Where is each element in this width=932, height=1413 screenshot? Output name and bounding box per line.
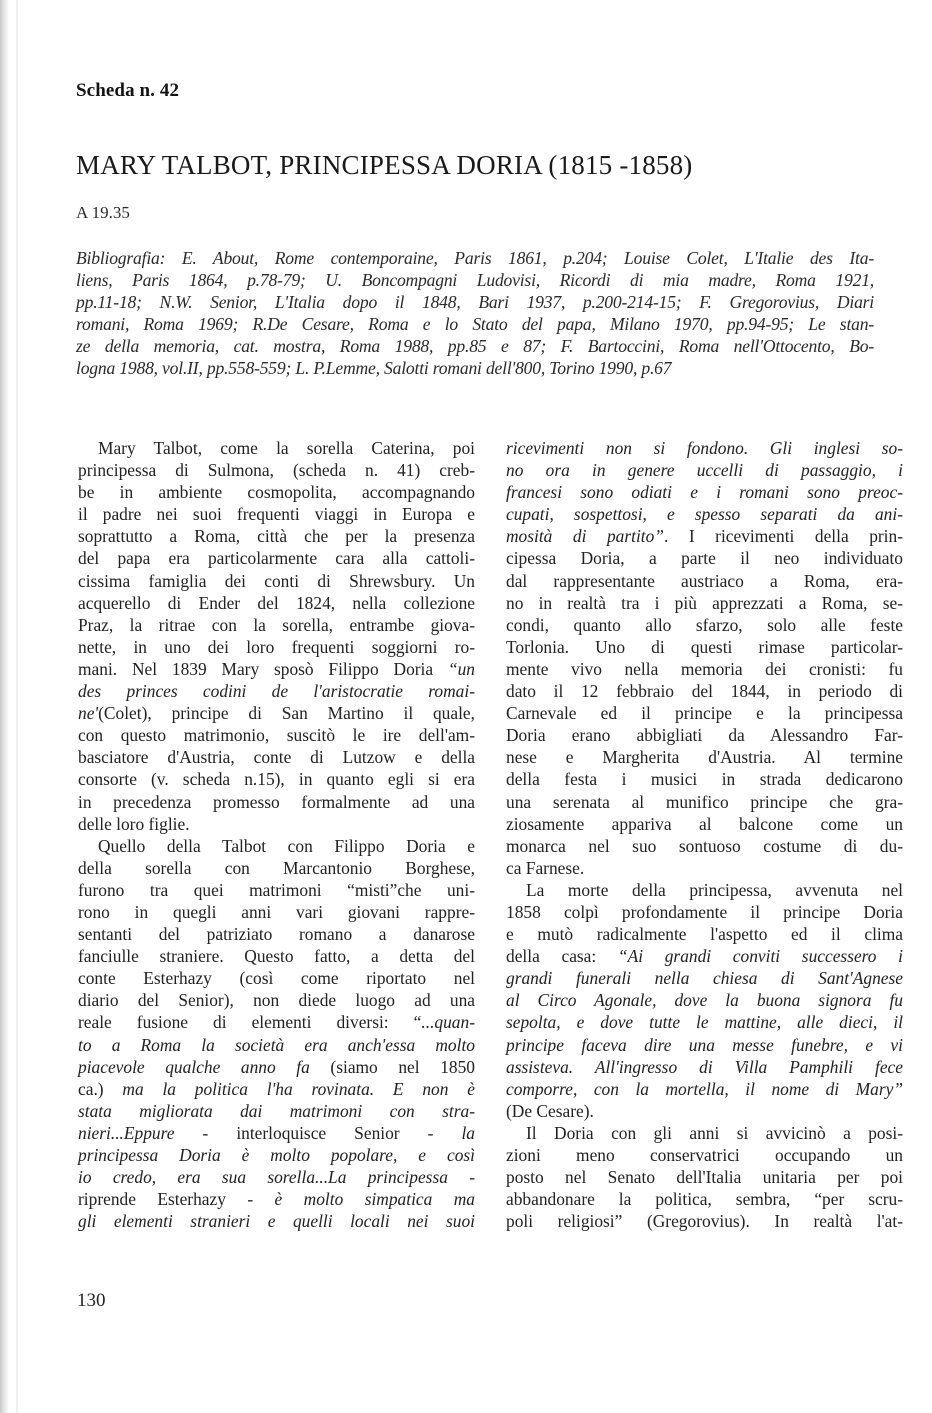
italic-quote-segment: “Ai grandi conviti successero i <box>617 946 903 967</box>
text-line <box>506 1011 903 1033</box>
text-segment: dal rappresentante austriaco a Roma, era- <box>506 570 903 591</box>
catalog-code: A 19.35 <box>76 203 130 222</box>
text-line <box>78 525 475 547</box>
text-line <box>78 857 475 879</box>
text-line <box>78 592 475 614</box>
text-segment: La morte della principessa, avvenuta nel <box>526 879 903 900</box>
text-segment: consorte (v. scheda n.15), in quanto egli si era <box>78 769 475 790</box>
italic-quote-segment: assisteva. All'ingresso di Villa Pamphili fece <box>506 1056 903 1077</box>
text-line <box>506 1166 903 1188</box>
text-line <box>506 923 903 945</box>
text-line <box>506 658 903 680</box>
text-line <box>506 1144 903 1166</box>
text-line <box>78 879 475 901</box>
italic-quote-segment: des princes codini de l'aristocratie romai- <box>78 681 475 702</box>
text-line <box>506 437 903 459</box>
page-title: MARY TALBOT, PRINCIPESSA DORIA (1815 -1858) <box>76 150 693 180</box>
text-line <box>78 768 475 790</box>
text-segment: (De Cesare). <box>506 1100 594 1121</box>
text-line <box>506 614 903 636</box>
italic-quote-segment: ricevimenti non si fondono. Gli inglesi so- <box>506 438 903 458</box>
text-line <box>78 1100 475 1122</box>
text-segment: ca.) <box>78 1078 123 1099</box>
text-segment: no in realtà tra i più apprezzati a Roma, se- <box>506 592 903 613</box>
text-segment: furono tra quei matrimoni “misti”che uni- <box>78 879 475 900</box>
text-segment: della sorella con Marcantonio Borghese, <box>78 857 475 878</box>
text-line <box>78 945 475 967</box>
text-line <box>78 1188 475 1210</box>
text-line <box>78 923 475 945</box>
text-line <box>78 547 475 569</box>
text-line <box>78 702 475 724</box>
text-segment: del papa era particolarmente cara alla cattoli- <box>78 548 475 569</box>
text-line <box>506 768 903 790</box>
text-line <box>506 1056 903 1078</box>
italic-quote-segment: francesi sono odiati e i romani sono preoc- <box>506 482 903 503</box>
text-line <box>506 791 903 813</box>
text-line <box>78 1034 475 1056</box>
text-line <box>506 570 903 592</box>
text-line <box>506 746 903 768</box>
text-segment: nette, in uno dei loro frequenti soggiorni ro- <box>78 636 475 657</box>
page-number: 130 <box>77 1290 106 1311</box>
italic-quote-segment: principessa Doria è molto popolare, e così <box>78 1145 475 1165</box>
text-line <box>506 1210 903 1232</box>
text-line <box>78 570 475 592</box>
text-line <box>78 459 475 481</box>
text-segment: fanciulle straniere. Questo fatto, a detta del <box>78 946 475 967</box>
text-segment: Mary Talbot, come la sorella Caterina, poi <box>98 438 475 458</box>
text-segment: principessa di Sulmona, (scheda n. 41) creb- <box>78 460 475 481</box>
text-line <box>78 835 475 857</box>
text-segment: ziosamente appariva al balcone come un <box>506 813 903 834</box>
text-line <box>78 1144 475 1166</box>
text-segment: basciatore d'Austria, conte di Lutzow e della <box>78 747 475 768</box>
italic-quote-segment: “un <box>447 658 475 679</box>
text-segment: be in ambiente cosmopolita, accompagnando <box>78 482 475 503</box>
text-line <box>78 1122 475 1144</box>
text-segment: posto nel Senato dell'Italia unitaria per poi <box>506 1167 903 1188</box>
italic-quote-segment: ...quan- <box>421 1012 475 1033</box>
text-line <box>506 945 903 967</box>
text-segment: in precedenza promesso formalmente ad una <box>78 791 475 812</box>
text-line <box>506 547 903 569</box>
text-segment: cissima famiglia dei conti di Shrewsbury. Un <box>78 570 475 591</box>
text-segment: - <box>469 1167 475 1188</box>
text-line <box>506 1100 903 1122</box>
text-segment: condi, quanto allo sfarzo, solo alle feste <box>506 614 903 635</box>
italic-quote-segment: mosità di partito” <box>506 526 664 547</box>
text-segment: monarca nel suo sontuoso costume di du- <box>506 835 903 856</box>
bibliography <box>76 247 874 380</box>
text-segment: - interloquisce Senior - <box>202 1122 462 1143</box>
text-line <box>506 1078 903 1100</box>
text-segment: Torlonia. Uno di questi rimase particolar- <box>506 636 903 657</box>
text-segment: zioni meno conservatrici occupando un <box>506 1145 903 1165</box>
text-line <box>506 724 903 746</box>
bibliography-line: ze della memoria, cat. mostra, Roma 1988, pp.85 e 87; F. Bartoccini, Roma nell'Ottocento, Bo- <box>76 336 874 357</box>
text-segment: nese e Margherita d'Austria. Al termine <box>506 747 903 768</box>
italic-quote-segment: ne' <box>78 703 99 724</box>
text-line <box>78 1166 475 1188</box>
italic-quote-segment: no ora in genere uccelli di passaggio, i <box>506 460 903 481</box>
text-line <box>506 967 903 989</box>
text-line <box>506 879 903 901</box>
text-line <box>78 680 475 702</box>
text-segment: rono in quegli anni vari giovani rappre- <box>78 901 475 922</box>
text-segment: Il Doria con gli anni si avvicinò a posi- <box>526 1122 903 1143</box>
text-line <box>78 989 475 1011</box>
text-line <box>506 459 903 481</box>
text-line <box>78 636 475 658</box>
bibliography-line: romani, Roma 1969; R.De Cesare, Roma e lo Stato del papa, Milano 1970, pp.94-95; Le stan- <box>76 314 874 335</box>
text-segment: conte Esterhazy (così come riportato nel <box>78 968 475 989</box>
text-segment: una serenata al munifico principe che gra- <box>506 791 903 812</box>
scheda-label: Scheda n. 42 <box>76 80 180 101</box>
text-segment: poli religiosi” (Gregorovius). In realtà l'at- <box>506 1211 903 1232</box>
bibliography-line: liens, Paris 1864, p.78-79; U. Boncompagni Ludovisi, Ricordi di mia madre, Roma 1921, <box>76 270 874 291</box>
text-segment: delle loro figlie. <box>78 813 190 834</box>
page-edge-shadow <box>16 0 18 1413</box>
text-segment: Doria erano abbigliati da Alessandro Far- <box>506 725 903 746</box>
text-line <box>78 813 475 835</box>
text-line <box>78 724 475 746</box>
text-line <box>506 503 903 525</box>
text-segment: cipessa Doria, a parte il neo individuato <box>506 548 903 569</box>
italic-quote-segment: stata migliorata dai matrimoni con stra- <box>78 1100 475 1121</box>
text-segment: (siamo nel 1850 <box>330 1056 475 1077</box>
text-segment: diario del Senior), non diede luogo ad una <box>78 990 475 1011</box>
text-line <box>78 901 475 923</box>
text-line <box>78 746 475 768</box>
text-segment: e mutò radicalmente l'aspetto ed il clima <box>506 924 903 945</box>
text-line <box>78 658 475 680</box>
text-line <box>506 481 903 503</box>
text-segment: sentanti del patriziato romano a danarose <box>78 924 475 945</box>
text-segment: (Colet), principe di San Martino il quale, <box>98 703 475 724</box>
italic-quote-segment: ma la politica l'ha rovinata. E non è <box>122 1078 475 1099</box>
italic-quote-segment: nieri...Eppure <box>78 1122 203 1143</box>
text-segment: ca Farnese. <box>506 857 585 878</box>
text-line <box>78 614 475 636</box>
text-line <box>506 592 903 614</box>
text-line <box>78 791 475 813</box>
text-line <box>78 1078 475 1100</box>
text-line <box>78 503 475 525</box>
text-line <box>78 1210 475 1232</box>
italic-quote-segment: piacevole qualche anno fa <box>78 1056 331 1077</box>
italic-quote-segment: comporre, con la mortella, il nome di Mary” <box>506 1078 903 1099</box>
text-line <box>506 1034 903 1056</box>
italic-quote-segment: al Circo Agonale, dove la buona signora fu <box>506 990 903 1011</box>
italic-quote-segment: gli elementi stranieri e quelli locali nei suoi <box>78 1211 475 1232</box>
text-segment: della casa: <box>506 946 618 967</box>
italic-quote-segment: grandi funerali nella chiesa di Sant'Agnese <box>506 968 903 989</box>
text-line <box>78 1011 475 1033</box>
text-line <box>506 835 903 857</box>
text-segment: Quello della Talbot con Filippo Doria e <box>98 835 475 856</box>
bibliography-line: pp.11-18; N.W. Senior, L'Italia dopo il 1848, Bari 1937, p.200-214-15; F. Gregorovius, Diari <box>76 292 874 313</box>
page-binding-edge <box>0 0 9 1413</box>
text-segment: abbandonare la politica, sembra, “per scru- <box>506 1189 903 1210</box>
text-segment: soprattutto a Roma, città che per la presenza <box>78 526 475 547</box>
text-segment: mente vivo nella memoria dei cronisti: fu <box>506 658 903 679</box>
text-line <box>506 680 903 702</box>
italic-quote-segment: principe faceva dire una messe funebre, e vi <box>506 1034 903 1055</box>
text-line <box>506 636 903 658</box>
text-segment: riprende Esterhazy - <box>78 1189 275 1210</box>
text-segment: 1858 colpì profondamente il principe Doria <box>506 901 903 922</box>
text-segment: della festa i musici in strada dedicarono <box>506 769 903 790</box>
text-segment: acquerello di Ender del 1824, nella collezione <box>78 592 475 613</box>
text-line <box>506 989 903 1011</box>
italic-quote-segment: io credo, era sua sorella...La principessa <box>78 1167 470 1188</box>
text-line <box>78 437 475 459</box>
text-segment: Praz, la ritrae con la sorella, entrambe giova- <box>78 614 475 635</box>
text-line <box>506 857 903 879</box>
text-segment: il padre nei suoi frequenti viaggi in Europa e <box>78 504 475 525</box>
text-line <box>78 481 475 503</box>
italic-quote-segment: sepolta, e dove tutte le mattine, alle dieci, il <box>506 1012 903 1033</box>
text-line <box>78 1056 475 1078</box>
body-column-right <box>506 437 903 1232</box>
text-line <box>506 1188 903 1210</box>
italic-quote-segment: la <box>461 1122 475 1143</box>
text-segment: mani. Nel 1839 Mary sposò Filippo Doria <box>78 658 448 679</box>
text-segment: reale fusione di elementi diversi: “ <box>78 1012 422 1033</box>
italic-quote-segment: cupati, sospettosi, e spesso separati da ani- <box>506 504 903 525</box>
text-line <box>506 901 903 923</box>
text-segment: dato il 12 febbraio del 1844, in periodo di <box>506 681 903 702</box>
bibliography-line: Bibliografia: E. About, Rome contemporaine, Paris 1861, p.204; Louise Colet, L'Italie des Ita- <box>76 248 874 268</box>
text-segment: . I ricevimenti della prin- <box>663 526 904 547</box>
bibliography-line: logna 1988, vol.II, pp.558-559; L. P.Lemme, Salotti romani dell'800, Torino 1990, p.67 <box>76 358 672 379</box>
body-column-left <box>78 437 475 1232</box>
text-line <box>506 813 903 835</box>
text-line <box>506 525 903 547</box>
text-segment: con questo matrimonio, suscitò le ire dell'am- <box>78 725 475 746</box>
text-line <box>506 1122 903 1144</box>
italic-quote-segment: è molto simpatica ma <box>274 1189 475 1210</box>
text-line <box>78 967 475 989</box>
italic-quote-segment: to a Roma la società era anch'essa molto <box>78 1034 475 1055</box>
text-line <box>506 702 903 724</box>
text-segment: Carnevale ed il principe e la principessa <box>506 703 903 724</box>
